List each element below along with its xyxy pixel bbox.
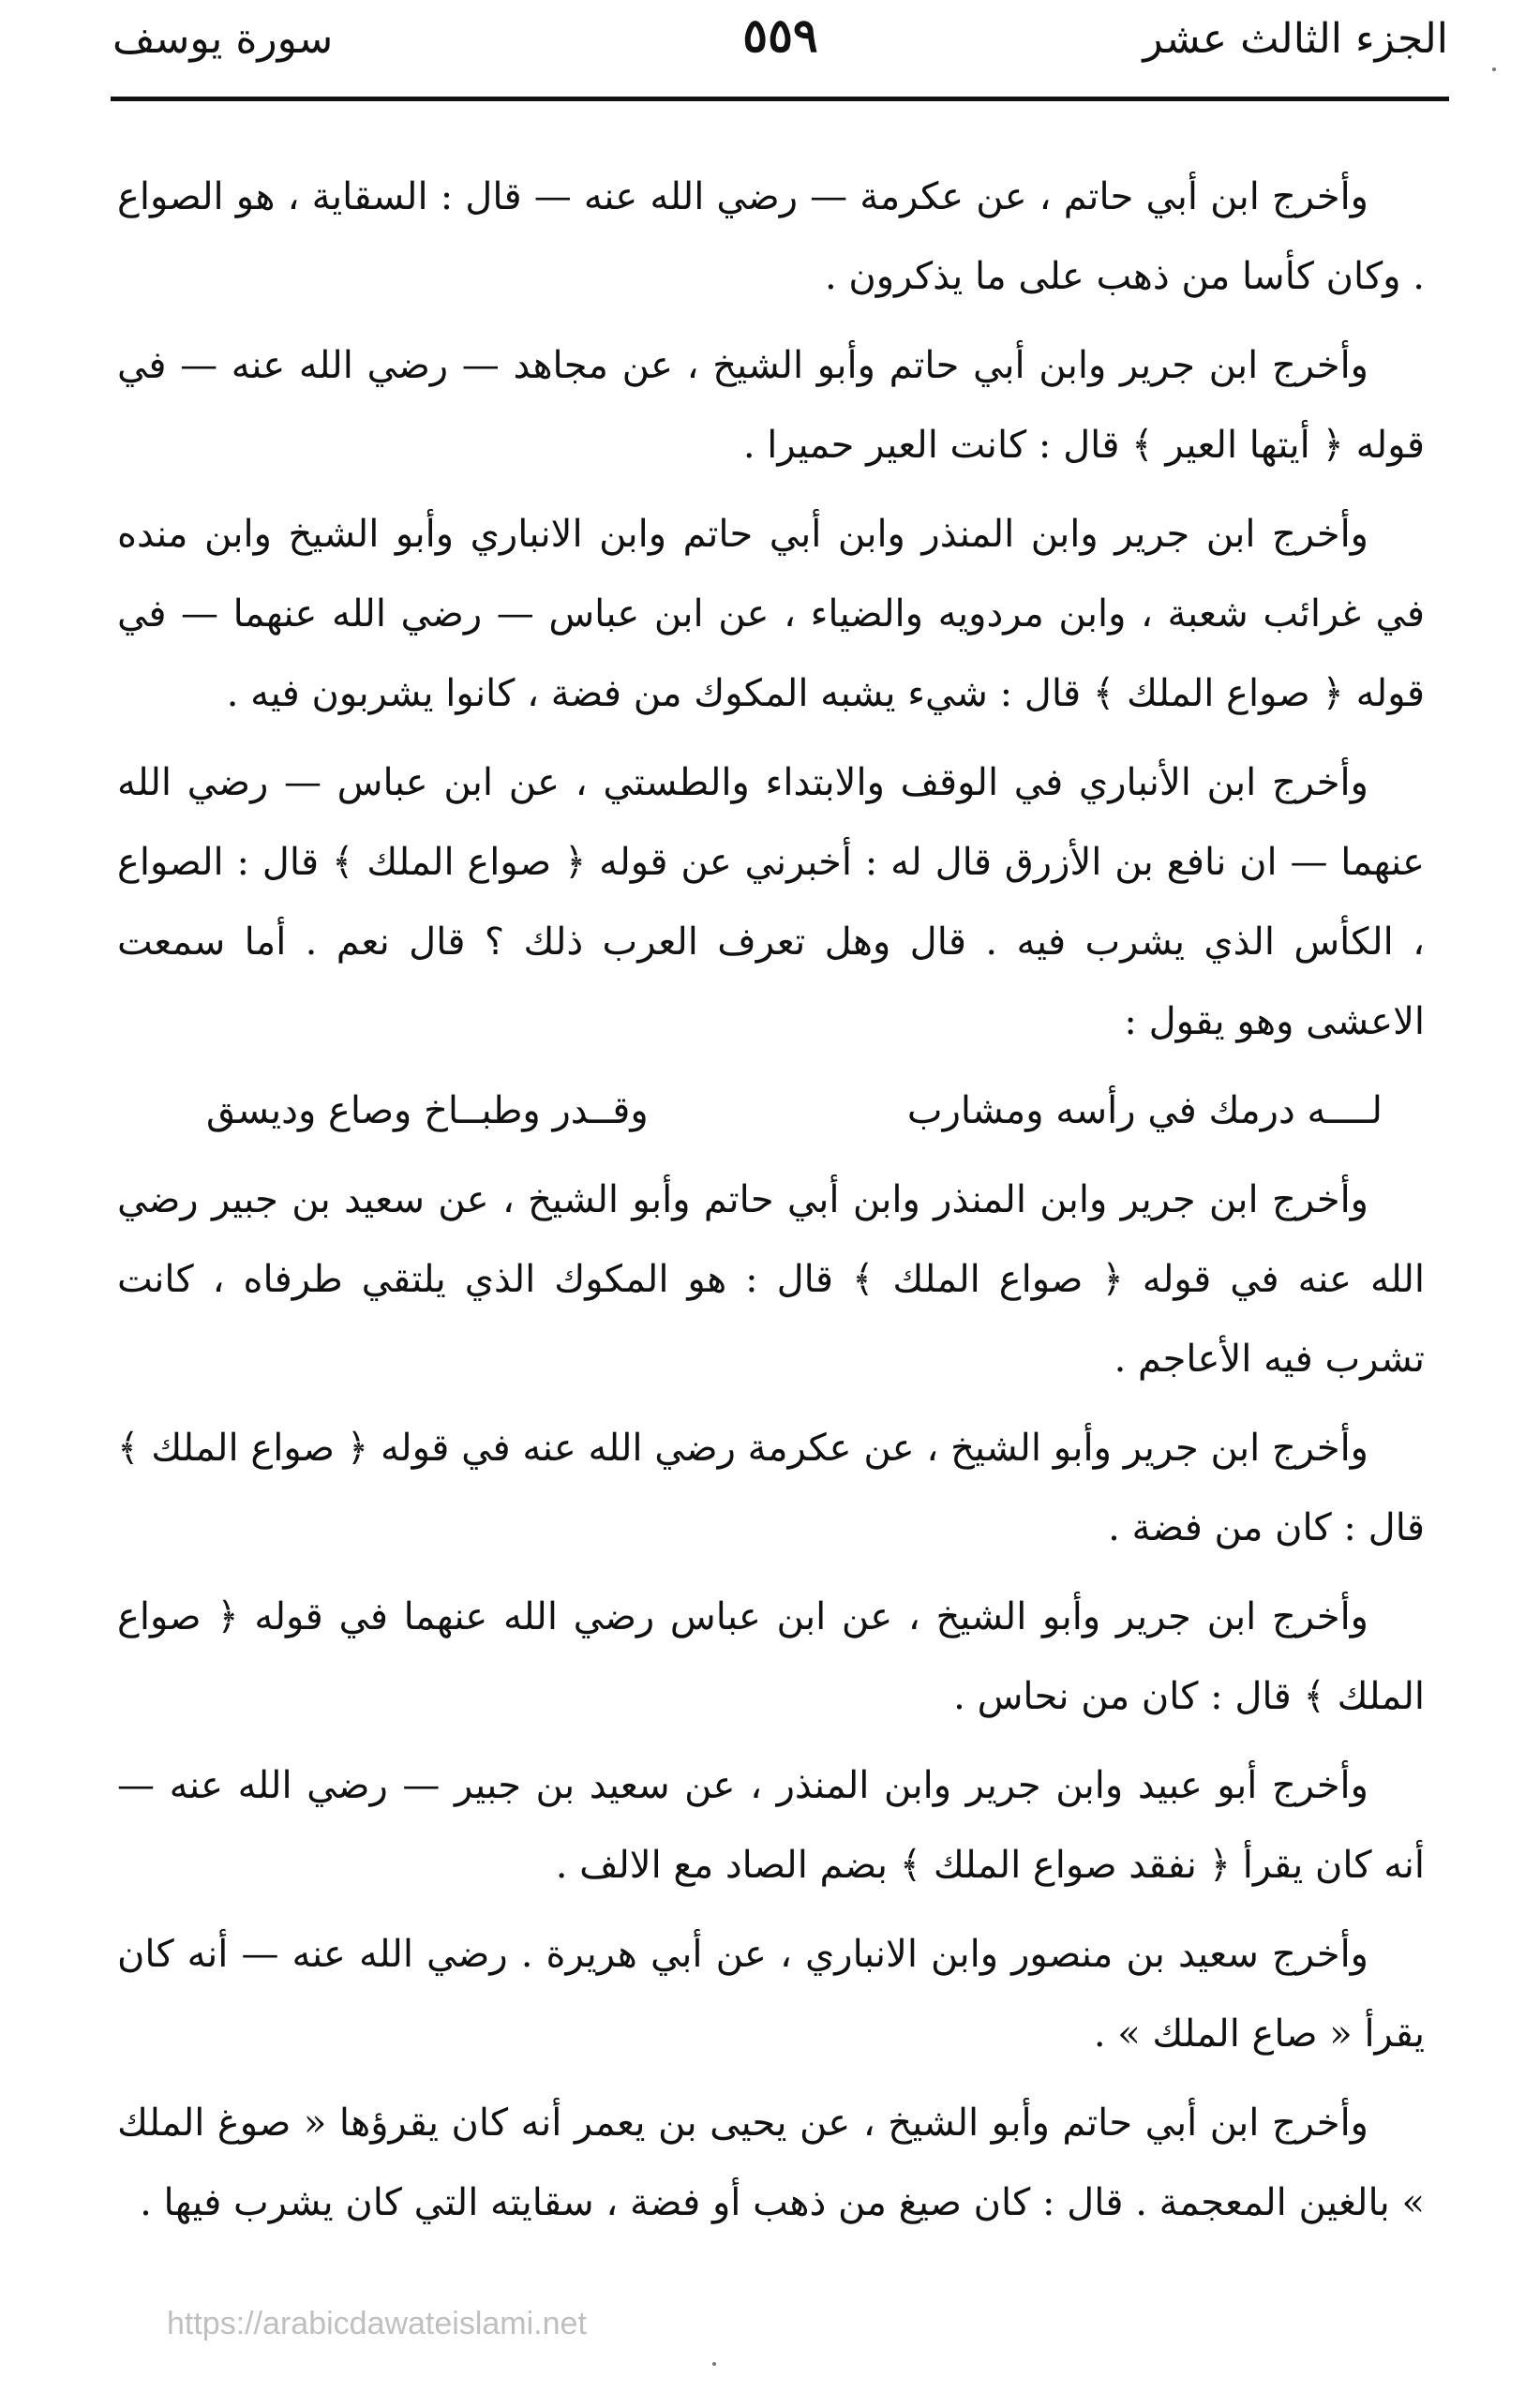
paragraph: وأخرج ابن أبي حاتم وأبو الشيخ ، عن يحيى بن يعمر أنه كان يقرؤها « صوغ الملك » بالغين المعجمة . قال : كان صيغ من ذهب أو فضة ، سقايته التي كان يشرب فيها . — [117, 2101, 1425, 2224]
watermark-url: https://arabicdawateislami.net — [167, 2306, 587, 2341]
paragraph: وأخرج ابن جرير وأبو الشيخ ، عن عكرمة رضي الله عنه في قوله ﴿ صواع الملك ﴾ قال : كان من فضة . — [117, 1427, 1425, 1549]
paragraph: وأخرج سعيد بن منصور وابن الانباري ، عن أبي هريرة . رضي الله عنه — أنه كان يقرأ « صاع الملك » . — [117, 1933, 1425, 2056]
paragraph: وأخرج ابن جرير وابن المنذر وابن أبي حاتم وأبو الشيخ ، عن سعيد بن جبير رضي الله عنه في قوله ﴿ صواع الملك ﴾ قال : هو المكوك الذي يلتقي طرفاه ، كانت تشرب فيه الأعاجم . — [117, 1178, 1425, 1381]
verse-second-hemistich: وقــدر وطبــاخ وصاع وديسق — [206, 1089, 649, 1132]
page-body — [117, 157, 1425, 2252]
running-head-surah: سورة يوسف — [112, 15, 334, 63]
poetry-verse — [117, 1071, 1425, 1151]
verse-first-hemistich: لــــه درمك في رأسه ومشارب — [906, 1089, 1383, 1132]
scan-speck — [1492, 67, 1496, 71]
paragraph: وأخرج ابن جرير وأبو الشيخ ، عن ابن عباس رضي الله عنهما في قوله ﴿ صواع الملك ﴾ قال : كان من نحاس . — [117, 1595, 1425, 1718]
page-number: ٥٥٩ — [742, 7, 818, 63]
header-rule — [111, 97, 1449, 101]
paragraph: وأخرج أبو عبيد وابن جرير وابن المنذر ، عن سعيد بن جبير — رضي الله عنه — أنه كان يقرأ ﴿ نفقد صواع الملك ﴾ بضم الصاد مع الالف . — [117, 1764, 1425, 1887]
paragraph: وأخرج ابن جرير وابن أبي حاتم وأبو الشيخ ، عن مجاهد — رضي الله عنه — في قوله ﴿ أيتها العير ﴾ قال : كانت العير حميرا . — [117, 344, 1425, 467]
paragraph: وأخرج ابن أبي حاتم ، عن عكرمة — رضي الله عنه — قال : السقاية ، هو الصواع . وكان كأسا من ذهب على ما يذكرون . — [117, 175, 1425, 298]
running-head-chapter: الجزء الثالث عشر — [1143, 15, 1448, 63]
paragraph: وأخرج ابن الأنباري في الوقف والابتداء والطستي ، عن ابن عباس — رضي الله عنهما — ان نافع بن الأزرق قال له : أخبرني عن قوله ﴿ صواع الملك ﴾ قال : الصواع ، الكأس الذي يشرب فيه . قال وهل تعرف العرب ذلك ؟ قال نعم . أما سمعت الاعشى وهو يقول : — [117, 761, 1425, 1043]
scan-speck — [712, 2362, 716, 2366]
paragraph: وأخرج ابن جرير وابن المنذر وابن أبي حاتم وابن الانباري وأبو الشيخ وابن منده في غرائب شعبة ، وابن مردويه والضياء ، عن ابن عباس — رضي الله عنهما — في قوله ﴿ صواع الملك ﴾ قال : شيء يشبه المكوك من فضة ، كانوا يشربون فيه . — [117, 513, 1425, 715]
page-header — [112, 0, 1448, 84]
